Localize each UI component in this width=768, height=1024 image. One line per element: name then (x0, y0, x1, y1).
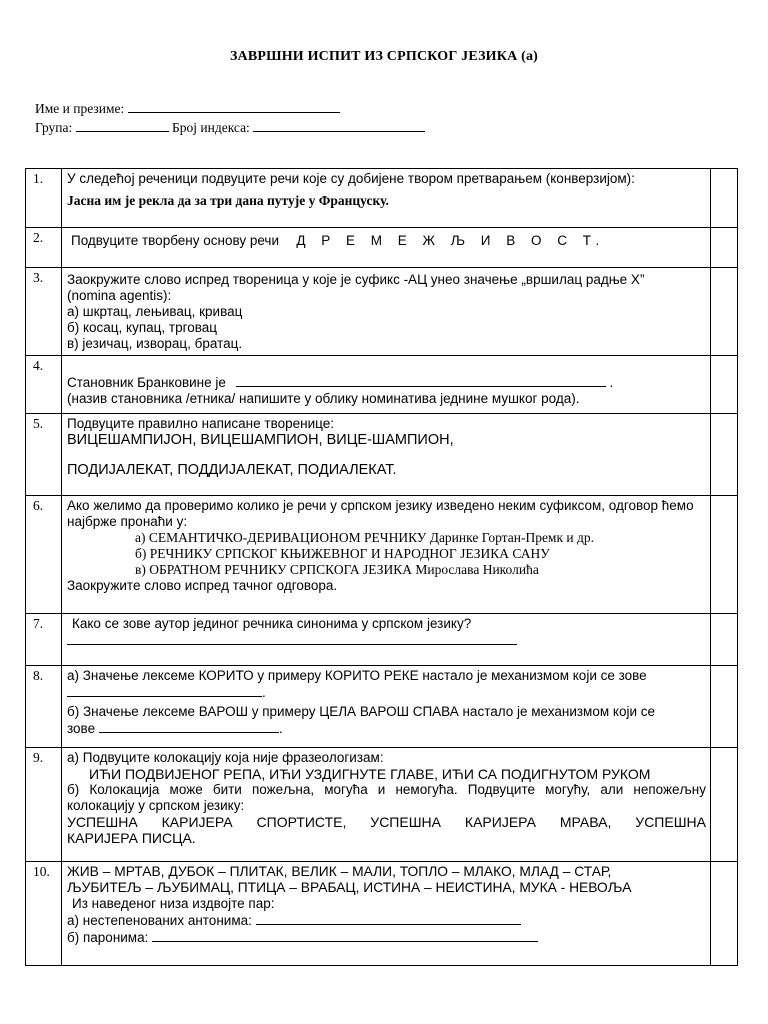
question-text-cont: (nomina agentis): (67, 288, 172, 303)
score-cell[interactable] (711, 666, 738, 748)
question-text-a: а) Подвуците колокацију која није фразеологизам: (67, 750, 384, 765)
question-row (26, 862, 738, 966)
question-body (62, 614, 711, 666)
answer-field-a[interactable] (256, 912, 521, 925)
question-row (26, 748, 738, 862)
group-field[interactable] (76, 120, 169, 132)
question-text: Заокружите слово испред твореница у које је суфикс -АЦ унео значење „вршилац радње Х” (67, 272, 645, 287)
question-text-end: . (609, 375, 614, 390)
option-c[interactable]: в) ОБРАТНОМ РЕЧНИКУ СРПСКОГА ЈЕЗИКА Мирослава Николића (135, 562, 539, 577)
question-row (26, 496, 738, 614)
question-body (62, 414, 711, 496)
question-number: 9. (26, 748, 62, 862)
pairs-line-1: ЖИВ – МРТАВ, ДУБОК – ПЛИТАК, ВЕЛИК – МАЛИ, ТОПЛО – МЛАКО, МЛАД – СТАР, (67, 864, 612, 879)
option-c[interactable]: в) језичац, изворац, братац. (67, 336, 243, 351)
question-number: 7. (26, 614, 62, 666)
page-title: ЗАВРШНИ ИСПИТ ИЗ СРПСКОГ ЈЕЗИКА (а) (229, 49, 539, 64)
question-number: 6. (26, 496, 62, 614)
question-text: Подвуците правилно написане творенице: (67, 416, 334, 431)
question-text: Подвуците творбену основу речи (71, 233, 279, 248)
answer-field-b[interactable] (152, 929, 538, 942)
group-row (35, 118, 425, 137)
collocation-options-2[interactable]: КАРИЈЕРА ПИСЦА. (67, 830, 196, 846)
pairs-line-2: ЉУБИТЕЉ – ЉУБИМАЦ, ПТИЦА – ВРАБАЦ, ИСТИНА – НЕИСТИНА, МУКА - НЕВОЉА (67, 880, 632, 895)
answer-field[interactable] (67, 632, 517, 645)
score-cell[interactable] (711, 496, 738, 614)
option-line-1[interactable]: ВИЦЕШАМПИЈОН, ВИЦЕШАМПИОН, ВИЦЕ-ШАМПИОН, (67, 432, 454, 448)
question-body (62, 496, 711, 614)
name-label: Име и презиме: (35, 101, 125, 116)
question-text: Како се зове аутор јединог речника синонима у српском језику? (72, 616, 472, 631)
answer-field-b[interactable] (99, 720, 279, 733)
option-b[interactable]: б) косац, купац, трговац (67, 320, 217, 335)
question-word: Д Р Е М Е Ж Љ И В О С Т. (296, 233, 606, 248)
question-number: 1. (26, 169, 62, 228)
question-row (26, 228, 738, 268)
question-text: Ако желимо да проверимо колико је речи у српском језику изведено неким суфиксом, одговор ћемо најбрже пронаћи у: (67, 498, 694, 529)
question-body (62, 666, 711, 748)
phrase-options[interactable]: ИЋИ ПОДВИЈЕНОГ РЕПА, ИЋИ УЗДИГНУТЕ ГЛАВЕ, ИЋИ СА ПОДИГНУТОМ РУКОМ (89, 766, 651, 782)
option-a[interactable]: а) шкртац, лењивац, кривац (67, 304, 243, 319)
question-body (62, 862, 711, 966)
question-text-a: а) Значење лексеме КОРИТО у примеру КОРИТО РЕКЕ настало је механизмом који се зове (67, 668, 647, 683)
question-number: 5. (26, 414, 62, 496)
question-row (26, 614, 738, 666)
question-row (26, 268, 738, 356)
question-body (62, 268, 711, 356)
question-footer: Заокружите слово испред тачног одговора. (67, 578, 338, 593)
question-row (26, 414, 738, 496)
index-label: Број индекса: (172, 120, 250, 135)
question-text-b: б) Значење лексеме ВАРОШ у примеру ЦЕЛА ВАРОШ СПАВА настало је механизмом који се (67, 704, 655, 719)
question-row (26, 356, 738, 414)
name-row (35, 99, 425, 118)
question-text-a-end: . (262, 685, 266, 700)
score-cell[interactable] (711, 748, 738, 862)
group-label: Група: (35, 120, 73, 135)
question-row (26, 666, 738, 748)
collocation-options-1[interactable]: УСПЕШНА КАРИЈЕРА СПОРТИСТЕ, УСПЕШНА КАРИЈЕРА МРАВА, УСПЕШНА (67, 814, 706, 830)
score-cell[interactable] (711, 614, 738, 666)
question-sentence: Јасна им је рекла да за три дана путује у Француску. (67, 193, 389, 208)
question-body (62, 228, 711, 268)
question-number: 3. (26, 268, 62, 356)
score-cell[interactable] (711, 169, 738, 228)
option-b[interactable]: б) РЕЧНИКУ СРПСКОГ КЊИЖЕВНОГ И НАРОДНОГ ЈЕЗИКА САНУ (135, 546, 550, 561)
answer-label-b: б) паронима: (67, 930, 149, 945)
score-cell[interactable] (711, 356, 738, 414)
question-text: Из наведеног низа издвојте пар: (72, 896, 275, 911)
question-number: 2. (26, 228, 62, 268)
question-note: (назив становника /етника/ напишите у облику номинатива једнине мушког рода). (67, 391, 580, 406)
answer-label-a: а) нестепенованих антонима: (67, 913, 252, 928)
answer-field[interactable] (236, 374, 606, 387)
question-body (62, 356, 711, 414)
question-body (62, 748, 711, 862)
question-text-b-end: . (278, 721, 283, 736)
option-a[interactable]: а) СЕМАНТИЧКО-ДЕРИВАЦИОНОМ РЕЧНИКУ Даринке Гортан-Премк и др. (135, 530, 594, 545)
question-text-b-cont: зове (67, 721, 96, 736)
option-line-2[interactable]: ПОДИЈАЛЕКАТ, ПОДДИЈАЛЕКАТ, ПОДИАЛЕКАТ. (67, 462, 397, 478)
score-cell[interactable] (711, 414, 738, 496)
questions-table (25, 168, 738, 966)
question-number: 8. (26, 666, 62, 748)
answer-field-a[interactable] (67, 684, 262, 697)
score-cell[interactable] (711, 228, 738, 268)
score-cell[interactable] (711, 862, 738, 966)
name-field[interactable] (128, 101, 340, 113)
question-number: 4. (26, 356, 62, 414)
index-field[interactable] (253, 120, 425, 132)
question-text: Становник Бранковине је (67, 375, 226, 390)
question-text-b: б) Колокација може бити пожељна, могућа и немогућа. Подвуците могућу, али непожељну колокацију у српском језику: (67, 782, 706, 813)
student-info (35, 99, 425, 137)
question-number: 10. (26, 862, 62, 966)
question-text: У следећој реченици подвуците речи које су добијене твором претварањем (конверзијом): (67, 171, 635, 186)
question-row (26, 169, 738, 228)
question-body (62, 169, 711, 228)
score-cell[interactable] (711, 268, 738, 356)
